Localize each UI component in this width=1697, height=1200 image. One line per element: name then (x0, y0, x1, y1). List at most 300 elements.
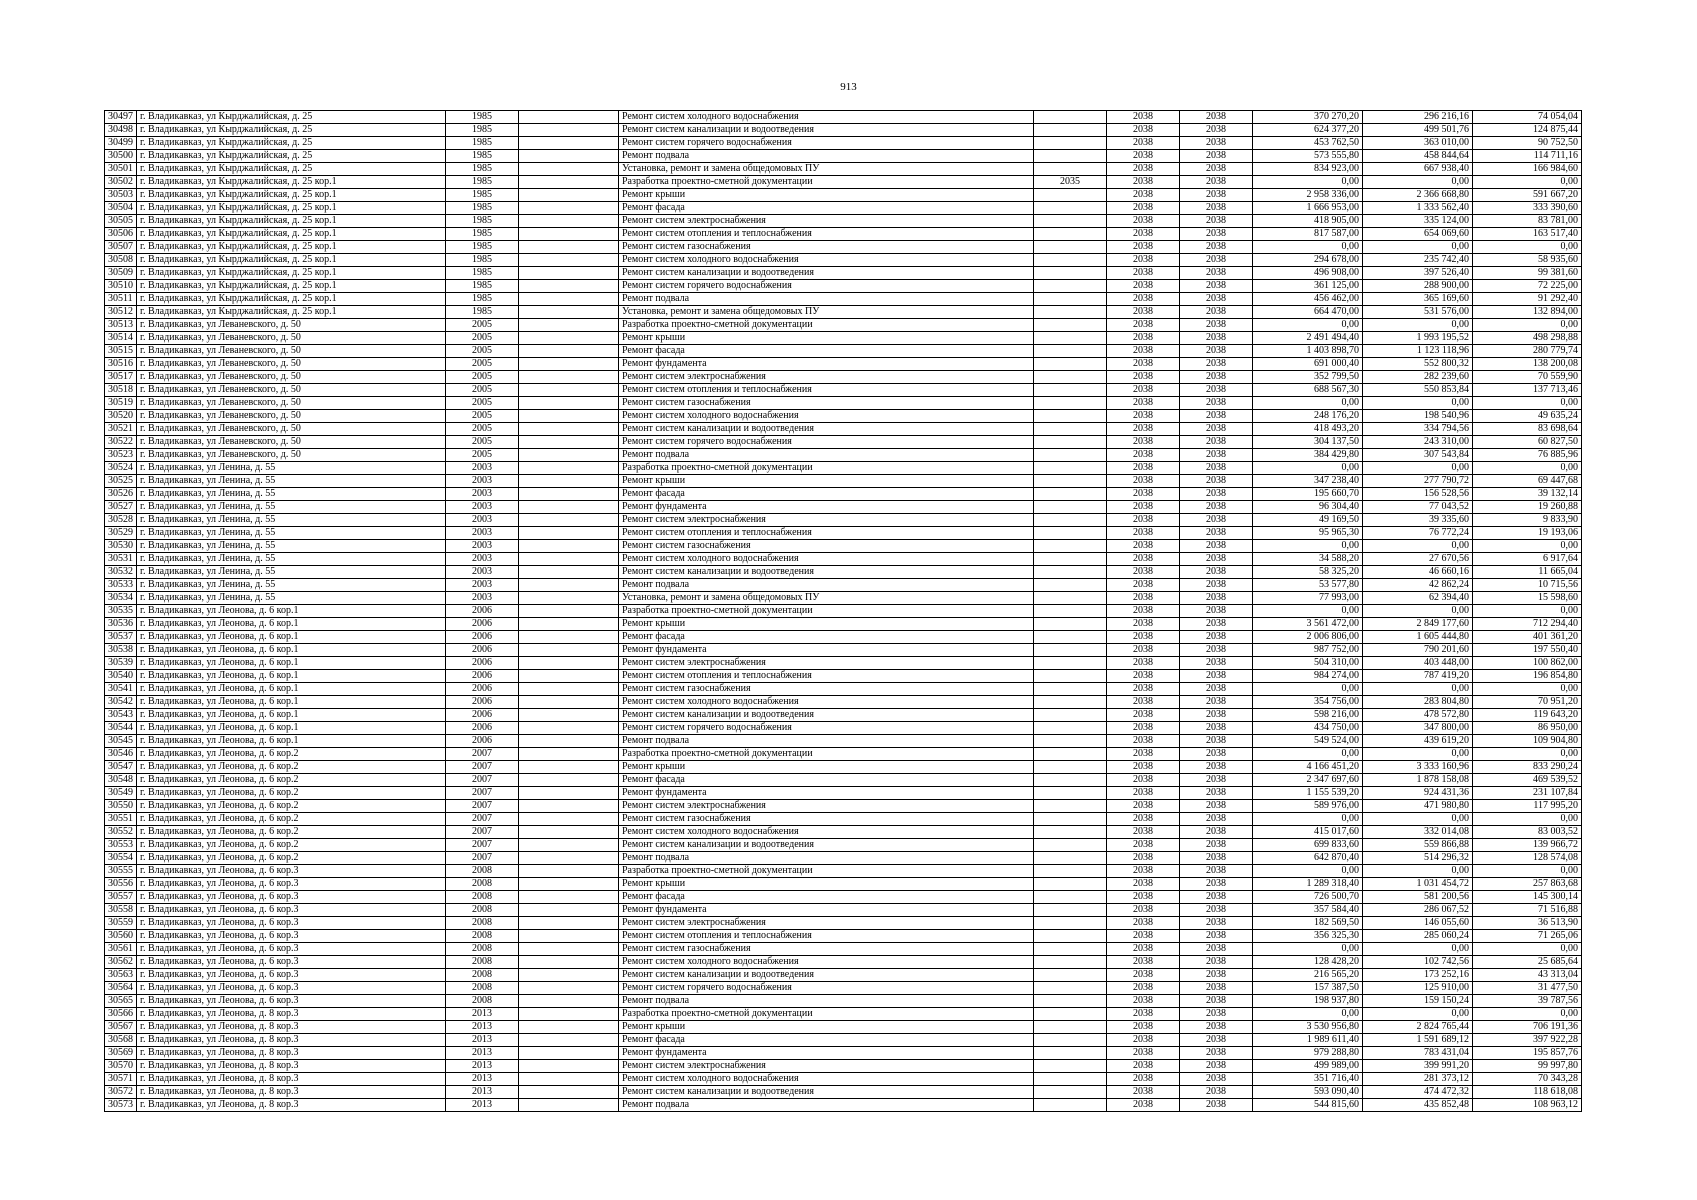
blank-cell (519, 813, 619, 826)
owner-cost-cell: 76 885,96 (1473, 449, 1582, 462)
plan-year-cell (1034, 917, 1107, 930)
total-cost-cell: 0,00 (1253, 605, 1363, 618)
row-id-cell: 30555 (105, 865, 137, 878)
work-type-cell: Ремонт систем горячего водоснабжения (619, 137, 1034, 150)
address-cell: г. Владикавказ, ул Кырджалийская, д. 25 кор.1 (137, 228, 446, 241)
owner-cost-cell: 99 381,60 (1473, 267, 1582, 280)
blank-cell (519, 1034, 619, 1047)
plan-year-cell (1034, 839, 1107, 852)
total-cost-cell: 496 908,00 (1253, 267, 1363, 280)
total-cost-cell: 0,00 (1253, 813, 1363, 826)
plan-year-cell (1034, 748, 1107, 761)
work-type-cell: Ремонт крыши (619, 1021, 1034, 1034)
plan-year-cell (1034, 930, 1107, 943)
plan-year-cell (1034, 579, 1107, 592)
plan-year-cell (1034, 540, 1107, 553)
end-year-cell: 2038 (1180, 800, 1253, 813)
total-cost-cell: 544 815,60 (1253, 1099, 1363, 1112)
plan-year-cell (1034, 722, 1107, 735)
year-cell: 2008 (446, 878, 519, 891)
owner-cost-cell: 0,00 (1473, 1008, 1582, 1021)
address-cell: г. Владикавказ, ул Ленина, д. 55 (137, 592, 446, 605)
start-year-cell: 2038 (1107, 930, 1180, 943)
owner-cost-cell: 166 984,60 (1473, 163, 1582, 176)
blank-cell (519, 124, 619, 137)
fund-cost-cell: 283 804,80 (1363, 696, 1473, 709)
start-year-cell: 2038 (1107, 280, 1180, 293)
fund-cost-cell: 499 501,76 (1363, 124, 1473, 137)
address-cell: г. Владикавказ, ул Леонова, д. 6 кор.2 (137, 839, 446, 852)
address-cell: г. Владикавказ, ул Леонова, д. 6 кор.3 (137, 930, 446, 943)
owner-cost-cell: 833 290,24 (1473, 761, 1582, 774)
blank-cell (519, 332, 619, 345)
fund-cost-cell: 365 169,60 (1363, 293, 1473, 306)
owner-cost-cell: 109 904,80 (1473, 735, 1582, 748)
owner-cost-cell: 0,00 (1473, 540, 1582, 553)
work-type-cell: Ремонт систем электроснабжения (619, 1060, 1034, 1073)
start-year-cell: 2038 (1107, 696, 1180, 709)
address-cell: г. Владикавказ, ул Леонова, д. 6 кор.3 (137, 865, 446, 878)
work-type-cell: Ремонт систем холодного водоснабжения (619, 553, 1034, 566)
table-row (105, 163, 1582, 176)
end-year-cell: 2038 (1180, 956, 1253, 969)
work-type-cell: Ремонт систем отопления и теплоснабжения (619, 930, 1034, 943)
owner-cost-cell: 9 833,90 (1473, 514, 1582, 527)
start-year-cell: 2038 (1107, 293, 1180, 306)
blank-cell (519, 982, 619, 995)
blank-cell (519, 280, 619, 293)
owner-cost-cell: 591 667,20 (1473, 189, 1582, 202)
address-cell: г. Владикавказ, ул Кырджалийская, д. 25 кор.1 (137, 254, 446, 267)
address-cell: г. Владикавказ, ул Ленина, д. 55 (137, 462, 446, 475)
end-year-cell: 2038 (1180, 345, 1253, 358)
row-id-cell: 30563 (105, 969, 137, 982)
plan-year-cell (1034, 1008, 1107, 1021)
plan-year-cell (1034, 761, 1107, 774)
fund-cost-cell: 277 790,72 (1363, 475, 1473, 488)
total-cost-cell: 95 965,30 (1253, 527, 1363, 540)
fund-cost-cell: 552 800,32 (1363, 358, 1473, 371)
work-type-cell: Ремонт систем газоснабжения (619, 943, 1034, 956)
blank-cell (519, 865, 619, 878)
table-row (105, 891, 1582, 904)
row-id-cell: 30511 (105, 293, 137, 306)
owner-cost-cell: 197 550,40 (1473, 644, 1582, 657)
row-id-cell: 30546 (105, 748, 137, 761)
total-cost-cell: 984 274,00 (1253, 670, 1363, 683)
year-cell: 2005 (446, 436, 519, 449)
start-year-cell: 2038 (1107, 631, 1180, 644)
row-id-cell: 30543 (105, 709, 137, 722)
fund-cost-cell: 471 980,80 (1363, 800, 1473, 813)
total-cost-cell: 664 470,00 (1253, 306, 1363, 319)
blank-cell (519, 501, 619, 514)
plan-year-cell (1034, 254, 1107, 267)
total-cost-cell: 726 500,70 (1253, 891, 1363, 904)
end-year-cell: 2038 (1180, 878, 1253, 891)
row-id-cell: 30573 (105, 1099, 137, 1112)
total-cost-cell: 573 555,80 (1253, 150, 1363, 163)
start-year-cell: 2038 (1107, 176, 1180, 189)
start-year-cell: 2038 (1107, 1034, 1180, 1047)
fund-cost-cell: 458 844,64 (1363, 150, 1473, 163)
total-cost-cell: 2 347 697,60 (1253, 774, 1363, 787)
owner-cost-cell: 83 003,52 (1473, 826, 1582, 839)
work-type-cell: Разработка проектно-сметной документации (619, 176, 1034, 189)
address-cell: г. Владикавказ, ул Леонова, д. 6 кор.2 (137, 800, 446, 813)
end-year-cell: 2038 (1180, 306, 1253, 319)
start-year-cell: 2038 (1107, 527, 1180, 540)
work-type-cell: Ремонт систем электроснабжения (619, 657, 1034, 670)
address-cell: г. Владикавказ, ул Леонова, д. 6 кор.1 (137, 709, 446, 722)
plan-year-cell (1034, 202, 1107, 215)
end-year-cell: 2038 (1180, 1073, 1253, 1086)
table-row (105, 540, 1582, 553)
row-id-cell: 30551 (105, 813, 137, 826)
row-id-cell: 30569 (105, 1047, 137, 1060)
fund-cost-cell: 0,00 (1363, 462, 1473, 475)
fund-cost-cell: 478 572,80 (1363, 709, 1473, 722)
table-row (105, 137, 1582, 150)
total-cost-cell: 0,00 (1253, 319, 1363, 332)
address-cell: г. Владикавказ, ул Леонова, д. 6 кор.3 (137, 956, 446, 969)
year-cell: 2006 (446, 722, 519, 735)
work-type-cell: Ремонт фасада (619, 202, 1034, 215)
total-cost-cell: 96 304,40 (1253, 501, 1363, 514)
address-cell: г. Владикавказ, ул Леонова, д. 6 кор.1 (137, 605, 446, 618)
plan-year-cell (1034, 215, 1107, 228)
row-id-cell: 30505 (105, 215, 137, 228)
row-id-cell: 30521 (105, 423, 137, 436)
work-type-cell: Ремонт фундамента (619, 644, 1034, 657)
blank-cell (519, 293, 619, 306)
end-year-cell: 2038 (1180, 657, 1253, 670)
table-row (105, 618, 1582, 631)
start-year-cell: 2038 (1107, 267, 1180, 280)
work-type-cell: Ремонт систем отопления и теплоснабжения (619, 527, 1034, 540)
owner-cost-cell: 11 665,04 (1473, 566, 1582, 579)
owner-cost-cell: 0,00 (1473, 683, 1582, 696)
total-cost-cell: 418 905,00 (1253, 215, 1363, 228)
fund-cost-cell: 3 333 160,96 (1363, 761, 1473, 774)
year-cell: 2003 (446, 475, 519, 488)
end-year-cell: 2038 (1180, 995, 1253, 1008)
address-cell: г. Владикавказ, ул Леонова, д. 6 кор.1 (137, 618, 446, 631)
row-id-cell: 30535 (105, 605, 137, 618)
end-year-cell: 2038 (1180, 618, 1253, 631)
plan-year-cell (1034, 657, 1107, 670)
year-cell: 2006 (446, 631, 519, 644)
total-cost-cell: 0,00 (1253, 683, 1363, 696)
row-id-cell: 30533 (105, 579, 137, 592)
year-cell: 2005 (446, 384, 519, 397)
start-year-cell: 2038 (1107, 1060, 1180, 1073)
work-type-cell: Разработка проектно-сметной документации (619, 319, 1034, 332)
blank-cell (519, 800, 619, 813)
owner-cost-cell: 74 054,04 (1473, 111, 1582, 124)
start-year-cell: 2038 (1107, 150, 1180, 163)
total-cost-cell: 0,00 (1253, 943, 1363, 956)
blank-cell (519, 878, 619, 891)
blank-cell (519, 384, 619, 397)
blank-cell (519, 618, 619, 631)
table-row (105, 774, 1582, 787)
blank-cell (519, 1060, 619, 1073)
row-id-cell: 30534 (105, 592, 137, 605)
end-year-cell: 2038 (1180, 1060, 1253, 1073)
year-cell: 2007 (446, 839, 519, 852)
fund-cost-cell: 76 772,24 (1363, 527, 1473, 540)
year-cell: 2013 (446, 1060, 519, 1073)
start-year-cell: 2038 (1107, 969, 1180, 982)
table-row (105, 787, 1582, 800)
total-cost-cell: 370 270,20 (1253, 111, 1363, 124)
address-cell: г. Владикавказ, ул Леонова, д. 6 кор.3 (137, 995, 446, 1008)
plan-year-cell (1034, 228, 1107, 241)
year-cell: 2007 (446, 826, 519, 839)
end-year-cell: 2038 (1180, 605, 1253, 618)
fund-cost-cell: 288 900,00 (1363, 280, 1473, 293)
blank-cell (519, 150, 619, 163)
address-cell: г. Владикавказ, ул Леонова, д. 6 кор.1 (137, 644, 446, 657)
year-cell: 2003 (446, 579, 519, 592)
owner-cost-cell: 117 995,20 (1473, 800, 1582, 813)
owner-cost-cell: 100 862,00 (1473, 657, 1582, 670)
row-id-cell: 30520 (105, 410, 137, 423)
plan-year-cell (1034, 436, 1107, 449)
table-row (105, 527, 1582, 540)
address-cell: г. Владикавказ, ул Ленина, д. 55 (137, 553, 446, 566)
end-year-cell: 2038 (1180, 1047, 1253, 1060)
blank-cell (519, 696, 619, 709)
work-type-cell: Ремонт крыши (619, 332, 1034, 345)
start-year-cell: 2038 (1107, 553, 1180, 566)
total-cost-cell: 699 833,60 (1253, 839, 1363, 852)
owner-cost-cell: 70 951,20 (1473, 696, 1582, 709)
address-cell: г. Владикавказ, ул Леваневского, д. 50 (137, 319, 446, 332)
owner-cost-cell: 60 827,50 (1473, 436, 1582, 449)
row-id-cell: 30561 (105, 943, 137, 956)
end-year-cell: 2038 (1180, 1086, 1253, 1099)
total-cost-cell: 834 923,00 (1253, 163, 1363, 176)
plan-year-cell (1034, 813, 1107, 826)
start-year-cell: 2038 (1107, 358, 1180, 371)
start-year-cell: 2038 (1107, 839, 1180, 852)
fund-cost-cell: 0,00 (1363, 319, 1473, 332)
row-id-cell: 30530 (105, 540, 137, 553)
address-cell: г. Владикавказ, ул Леваневского, д. 50 (137, 410, 446, 423)
end-year-cell: 2038 (1180, 462, 1253, 475)
table-row (105, 1060, 1582, 1073)
address-cell: г. Владикавказ, ул Кырджалийская, д. 25 (137, 150, 446, 163)
owner-cost-cell: 90 752,50 (1473, 137, 1582, 150)
blank-cell (519, 670, 619, 683)
work-type-cell: Ремонт фасада (619, 1034, 1034, 1047)
plan-year-cell (1034, 332, 1107, 345)
fund-cost-cell: 282 239,60 (1363, 371, 1473, 384)
work-type-cell: Ремонт систем канализации и водоотведения (619, 267, 1034, 280)
work-type-cell: Разработка проектно-сметной документации (619, 748, 1034, 761)
address-cell: г. Владикавказ, ул Леваневского, д. 50 (137, 449, 446, 462)
plan-year-cell (1034, 501, 1107, 514)
fund-cost-cell: 399 991,20 (1363, 1060, 1473, 1073)
work-type-cell: Разработка проектно-сметной документации (619, 865, 1034, 878)
blank-cell (519, 306, 619, 319)
year-cell: 2008 (446, 904, 519, 917)
row-id-cell: 30541 (105, 683, 137, 696)
start-year-cell: 2038 (1107, 904, 1180, 917)
owner-cost-cell: 31 477,50 (1473, 982, 1582, 995)
owner-cost-cell: 128 574,08 (1473, 852, 1582, 865)
table-row (105, 189, 1582, 202)
table-row (105, 501, 1582, 514)
row-id-cell: 30572 (105, 1086, 137, 1099)
row-id-cell: 30527 (105, 501, 137, 514)
address-cell: г. Владикавказ, ул Леонова, д. 6 кор.3 (137, 904, 446, 917)
total-cost-cell: 53 577,80 (1253, 579, 1363, 592)
start-year-cell: 2038 (1107, 774, 1180, 787)
blank-cell (519, 644, 619, 657)
fund-cost-cell: 296 216,16 (1363, 111, 1473, 124)
total-cost-cell: 384 429,80 (1253, 449, 1363, 462)
end-year-cell: 2038 (1180, 553, 1253, 566)
fund-cost-cell: 347 800,00 (1363, 722, 1473, 735)
address-cell: г. Владикавказ, ул Кырджалийская, д. 25 кор.1 (137, 189, 446, 202)
blank-cell (519, 1099, 619, 1112)
row-id-cell: 30508 (105, 254, 137, 267)
fund-cost-cell: 198 540,96 (1363, 410, 1473, 423)
total-cost-cell: 294 678,00 (1253, 254, 1363, 267)
fund-cost-cell: 0,00 (1363, 813, 1473, 826)
address-cell: г. Владикавказ, ул Леонова, д. 8 кор.3 (137, 1060, 446, 1073)
table-row (105, 215, 1582, 228)
blank-cell (519, 241, 619, 254)
end-year-cell: 2038 (1180, 891, 1253, 904)
work-type-cell: Ремонт подвала (619, 150, 1034, 163)
work-type-cell: Ремонт систем канализации и водоотведения (619, 709, 1034, 722)
table-row (105, 1073, 1582, 1086)
address-cell: г. Владикавказ, ул Ленина, д. 55 (137, 540, 446, 553)
work-type-cell: Ремонт систем газоснабжения (619, 813, 1034, 826)
work-type-cell: Ремонт систем холодного водоснабжения (619, 956, 1034, 969)
row-id-cell: 30550 (105, 800, 137, 813)
plan-year-cell (1034, 891, 1107, 904)
start-year-cell: 2038 (1107, 384, 1180, 397)
plan-year-cell (1034, 943, 1107, 956)
plan-year-cell (1034, 280, 1107, 293)
address-cell: г. Владикавказ, ул Леонова, д. 8 кор.3 (137, 1073, 446, 1086)
row-id-cell: 30524 (105, 462, 137, 475)
address-cell: г. Владикавказ, ул Ленина, д. 55 (137, 579, 446, 592)
owner-cost-cell: 0,00 (1473, 813, 1582, 826)
row-id-cell: 30522 (105, 436, 137, 449)
address-cell: г. Владикавказ, ул Леонова, д. 6 кор.3 (137, 878, 446, 891)
row-id-cell: 30510 (105, 280, 137, 293)
blank-cell (519, 267, 619, 280)
end-year-cell: 2038 (1180, 644, 1253, 657)
table-row (105, 683, 1582, 696)
year-cell: 1985 (446, 150, 519, 163)
blank-cell (519, 969, 619, 982)
address-cell: г. Владикавказ, ул Леваневского, д. 50 (137, 345, 446, 358)
fund-cost-cell: 1 031 454,72 (1363, 878, 1473, 891)
blank-cell (519, 410, 619, 423)
end-year-cell: 2038 (1180, 501, 1253, 514)
start-year-cell: 2038 (1107, 1073, 1180, 1086)
plan-year-cell (1034, 566, 1107, 579)
year-cell: 2003 (446, 592, 519, 605)
owner-cost-cell: 0,00 (1473, 176, 1582, 189)
blank-cell (519, 605, 619, 618)
work-type-cell: Ремонт систем холодного водоснабжения (619, 826, 1034, 839)
start-year-cell: 2038 (1107, 579, 1180, 592)
year-cell: 2013 (446, 1073, 519, 1086)
row-id-cell: 30558 (105, 904, 137, 917)
address-cell: г. Владикавказ, ул Леонова, д. 6 кор.2 (137, 826, 446, 839)
fund-cost-cell: 0,00 (1363, 865, 1473, 878)
end-year-cell: 2038 (1180, 592, 1253, 605)
table-row (105, 852, 1582, 865)
address-cell: г. Владикавказ, ул Леваневского, д. 50 (137, 423, 446, 436)
plan-year-cell (1034, 319, 1107, 332)
owner-cost-cell: 132 894,00 (1473, 306, 1582, 319)
address-cell: г. Владикавказ, ул Кырджалийская, д. 25 кор.1 (137, 306, 446, 319)
year-cell: 1985 (446, 267, 519, 280)
end-year-cell: 2038 (1180, 358, 1253, 371)
total-cost-cell: 354 756,00 (1253, 696, 1363, 709)
end-year-cell: 2038 (1180, 280, 1253, 293)
fund-cost-cell: 397 526,40 (1363, 267, 1473, 280)
plan-year-cell (1034, 982, 1107, 995)
plan-year-cell (1034, 1034, 1107, 1047)
blank-cell (519, 787, 619, 800)
table-row (105, 1021, 1582, 1034)
plan-year-cell (1034, 358, 1107, 371)
plan-year-cell (1034, 969, 1107, 982)
address-cell: г. Владикавказ, ул Кырджалийская, д. 25 (137, 137, 446, 150)
owner-cost-cell: 0,00 (1473, 241, 1582, 254)
end-year-cell: 2038 (1180, 254, 1253, 267)
year-cell: 2013 (446, 1008, 519, 1021)
total-cost-cell: 499 989,00 (1253, 1060, 1363, 1073)
total-cost-cell: 0,00 (1253, 540, 1363, 553)
address-cell: г. Владикавказ, ул Леонова, д. 8 кор.3 (137, 1008, 446, 1021)
end-year-cell: 2038 (1180, 319, 1253, 332)
end-year-cell: 2038 (1180, 943, 1253, 956)
fund-cost-cell: 243 310,00 (1363, 436, 1473, 449)
total-cost-cell: 0,00 (1253, 176, 1363, 189)
work-type-cell: Ремонт фасада (619, 891, 1034, 904)
owner-cost-cell: 138 200,08 (1473, 358, 1582, 371)
owner-cost-cell: 163 517,40 (1473, 228, 1582, 241)
total-cost-cell: 1 403 898,70 (1253, 345, 1363, 358)
fund-cost-cell: 1 993 195,52 (1363, 332, 1473, 345)
start-year-cell: 2038 (1107, 410, 1180, 423)
table-row (105, 709, 1582, 722)
blank-cell (519, 137, 619, 150)
year-cell: 1985 (446, 202, 519, 215)
fund-cost-cell: 403 448,00 (1363, 657, 1473, 670)
year-cell: 2008 (446, 995, 519, 1008)
blank-cell (519, 748, 619, 761)
work-type-cell: Установка, ремонт и замена общедомовых ПУ (619, 592, 1034, 605)
table-row (105, 397, 1582, 410)
total-cost-cell: 128 428,20 (1253, 956, 1363, 969)
work-type-cell: Ремонт систем канализации и водоотведения (619, 566, 1034, 579)
owner-cost-cell: 0,00 (1473, 943, 1582, 956)
year-cell: 2008 (446, 982, 519, 995)
total-cost-cell: 691 000,40 (1253, 358, 1363, 371)
